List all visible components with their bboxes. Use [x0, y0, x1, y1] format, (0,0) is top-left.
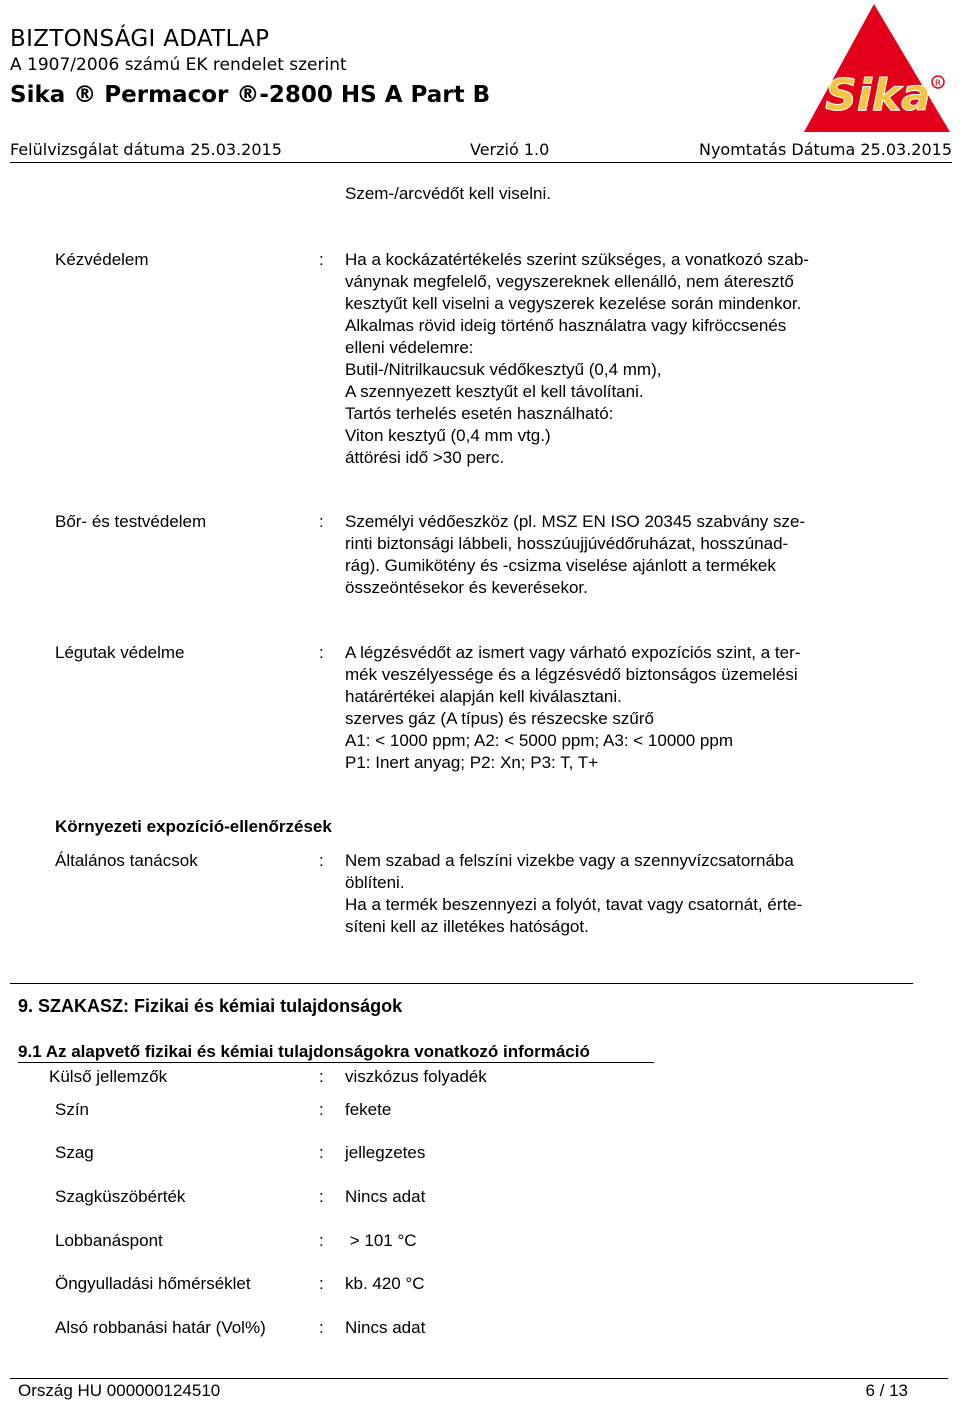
separator-colon: : [319, 1274, 324, 1293]
general-advice-text [345, 850, 802, 938]
product-name: Sika ® Permacor ®-2800 HS A Part B [10, 82, 491, 108]
separator-colon: : [319, 250, 324, 269]
text-line: kesztyűt kell viselni a vegyszerek kezelése során mindenkor. [345, 294, 802, 313]
separator-colon: : [319, 1143, 324, 1162]
subsection-9-1-title: 9.1 Az alapvető fizikai és kémiai tulajdonságokra vonatkozó információ [18, 1042, 590, 1061]
footer-divider [10, 1378, 948, 1379]
text-line: rinti biztonsági lábbeli, hosszúujjúvédőruházat, hosszúnad- [345, 534, 789, 553]
separator-colon: : [319, 1231, 324, 1250]
property-value: jellegzetes [345, 1143, 426, 1162]
property-value: Nincs adat [345, 1187, 426, 1206]
text-line: A1: < 1000 ppm; A2: < 5000 ppm; A3: < 10000 ppm [345, 731, 733, 750]
text-line: P1: Inert anyag; P2: Xn; P3: T, T+ [345, 753, 599, 772]
text-line: A légzésvédőt az ismert vagy várható expozíciós szint, a ter- [345, 643, 801, 662]
text-line: Tartós terhelés esetén használható: [345, 404, 614, 423]
version: Verzió 1.0 [470, 140, 550, 159]
text-line: Butil-/Nitrilkaucsuk védőkesztyű (0,4 mm), [345, 360, 662, 379]
separator-colon: : [319, 1067, 324, 1086]
separator-colon: : [319, 1100, 324, 1119]
hand-protection-label: Kézvédelem [55, 250, 149, 269]
general-advice-label: Általános tanácsok [55, 851, 198, 870]
env-exposure-heading: Környezeti expozíció-ellenőrzések [55, 817, 332, 836]
property-label: Lobbanáspont [55, 1231, 163, 1250]
svg-text:R: R [934, 79, 942, 89]
property-value: fekete [345, 1100, 392, 1119]
section-divider [10, 983, 913, 984]
property-label: Alsó robbanási határ (Vol%) [55, 1318, 266, 1337]
skin-protection-text [345, 511, 805, 599]
footer-country-code: Ország HU 000000124510 [18, 1381, 221, 1400]
header-divider [10, 162, 952, 163]
print-date: Nyomtatás Dátuma 25.03.2015 [698, 140, 952, 159]
svg-text:Sika: Sika [825, 70, 931, 121]
property-label: Öngyulladási hőmérséklet [55, 1274, 251, 1293]
text-line: Ha a kockázatértékelés szerint szükséges, a vonatkozó szab- [345, 250, 809, 269]
subsection-underline [18, 1062, 654, 1063]
separator-colon: : [319, 643, 324, 662]
sika-logo [802, 2, 952, 134]
separator-colon: : [319, 1187, 324, 1206]
property-label: Szagküszöbérték [55, 1187, 186, 1206]
separator-colon: : [319, 512, 324, 531]
eye-protection-note: Szem-/arcvédőt kell viselni. [345, 184, 551, 203]
text-line: rág). Gumikötény és -csizma viselése ajánlott a termékek [345, 556, 776, 575]
skin-protection-label: Bőr- és testvédelem [55, 512, 207, 531]
respiratory-protection-text [345, 642, 800, 774]
text-line: Személyi védőeszköz (pl. MSZ EN ISO 20345 szabvány sze- [345, 512, 806, 531]
document-title: BIZTONSÁGI ADATLAP [10, 26, 270, 52]
text-line: mék veszélyessége és a légzésvédő biztonságos üzemelési [345, 665, 798, 684]
respiratory-protection-label: Légutak védelme [55, 643, 185, 662]
section-9-title: 9. SZAKASZ: Fizikai és kémiai tulajdonságok [18, 996, 403, 1016]
text-line: összeöntésekor és keverésekor. [345, 578, 588, 597]
review-date: Felülvizsgálat dátuma 25.03.2015 [10, 140, 282, 159]
text-line: elleni védelemre: [345, 338, 474, 357]
text-line: A szennyezett kesztyűt el kell távolítani. [345, 382, 644, 401]
text-line: Viton kesztyű (0,4 mm vtg.) [345, 426, 551, 445]
property-label: Külső jellemzők [49, 1067, 168, 1086]
text-line: határértékei alapján kell kiválasztani. [345, 687, 622, 706]
separator-colon: : [319, 851, 324, 870]
text-line: Alkalmas rövid ideig történő használatra vagy kifröccsenés [345, 316, 787, 335]
text-line: Nem szabad a felszíni vizekbe vagy a szennyvízcsatornába [345, 851, 794, 870]
text-line: ványnak megfelelő, vegyszereknek ellenálló, nem áteresztő [345, 272, 794, 291]
property-label: Szag [55, 1143, 94, 1162]
property-label: Szín [55, 1100, 90, 1119]
property-value: viszkózus folyadék [345, 1067, 487, 1086]
text-line: Ha a termék beszennyezi a folyót, tavat vagy csatornát, érte- [345, 895, 803, 914]
hand-protection-text [345, 249, 809, 469]
text-line: szerves gáz (A típus) és részecske szűrő [345, 709, 654, 728]
text-line: öblíteni. [345, 873, 405, 892]
text-line: síteni kell az illetékes hatóságot. [345, 917, 589, 936]
separator-colon: : [319, 1318, 324, 1337]
property-value: Nincs adat [345, 1318, 426, 1337]
property-value: kb. 420 °C [345, 1274, 425, 1293]
property-value: > 101 °C [345, 1231, 417, 1250]
text-line: áttörési idő >30 perc. [345, 448, 505, 467]
regulation-line: A 1907/2006 számú EK rendelet szerint [10, 55, 347, 75]
page-number: 6 / 13 [865, 1381, 908, 1400]
